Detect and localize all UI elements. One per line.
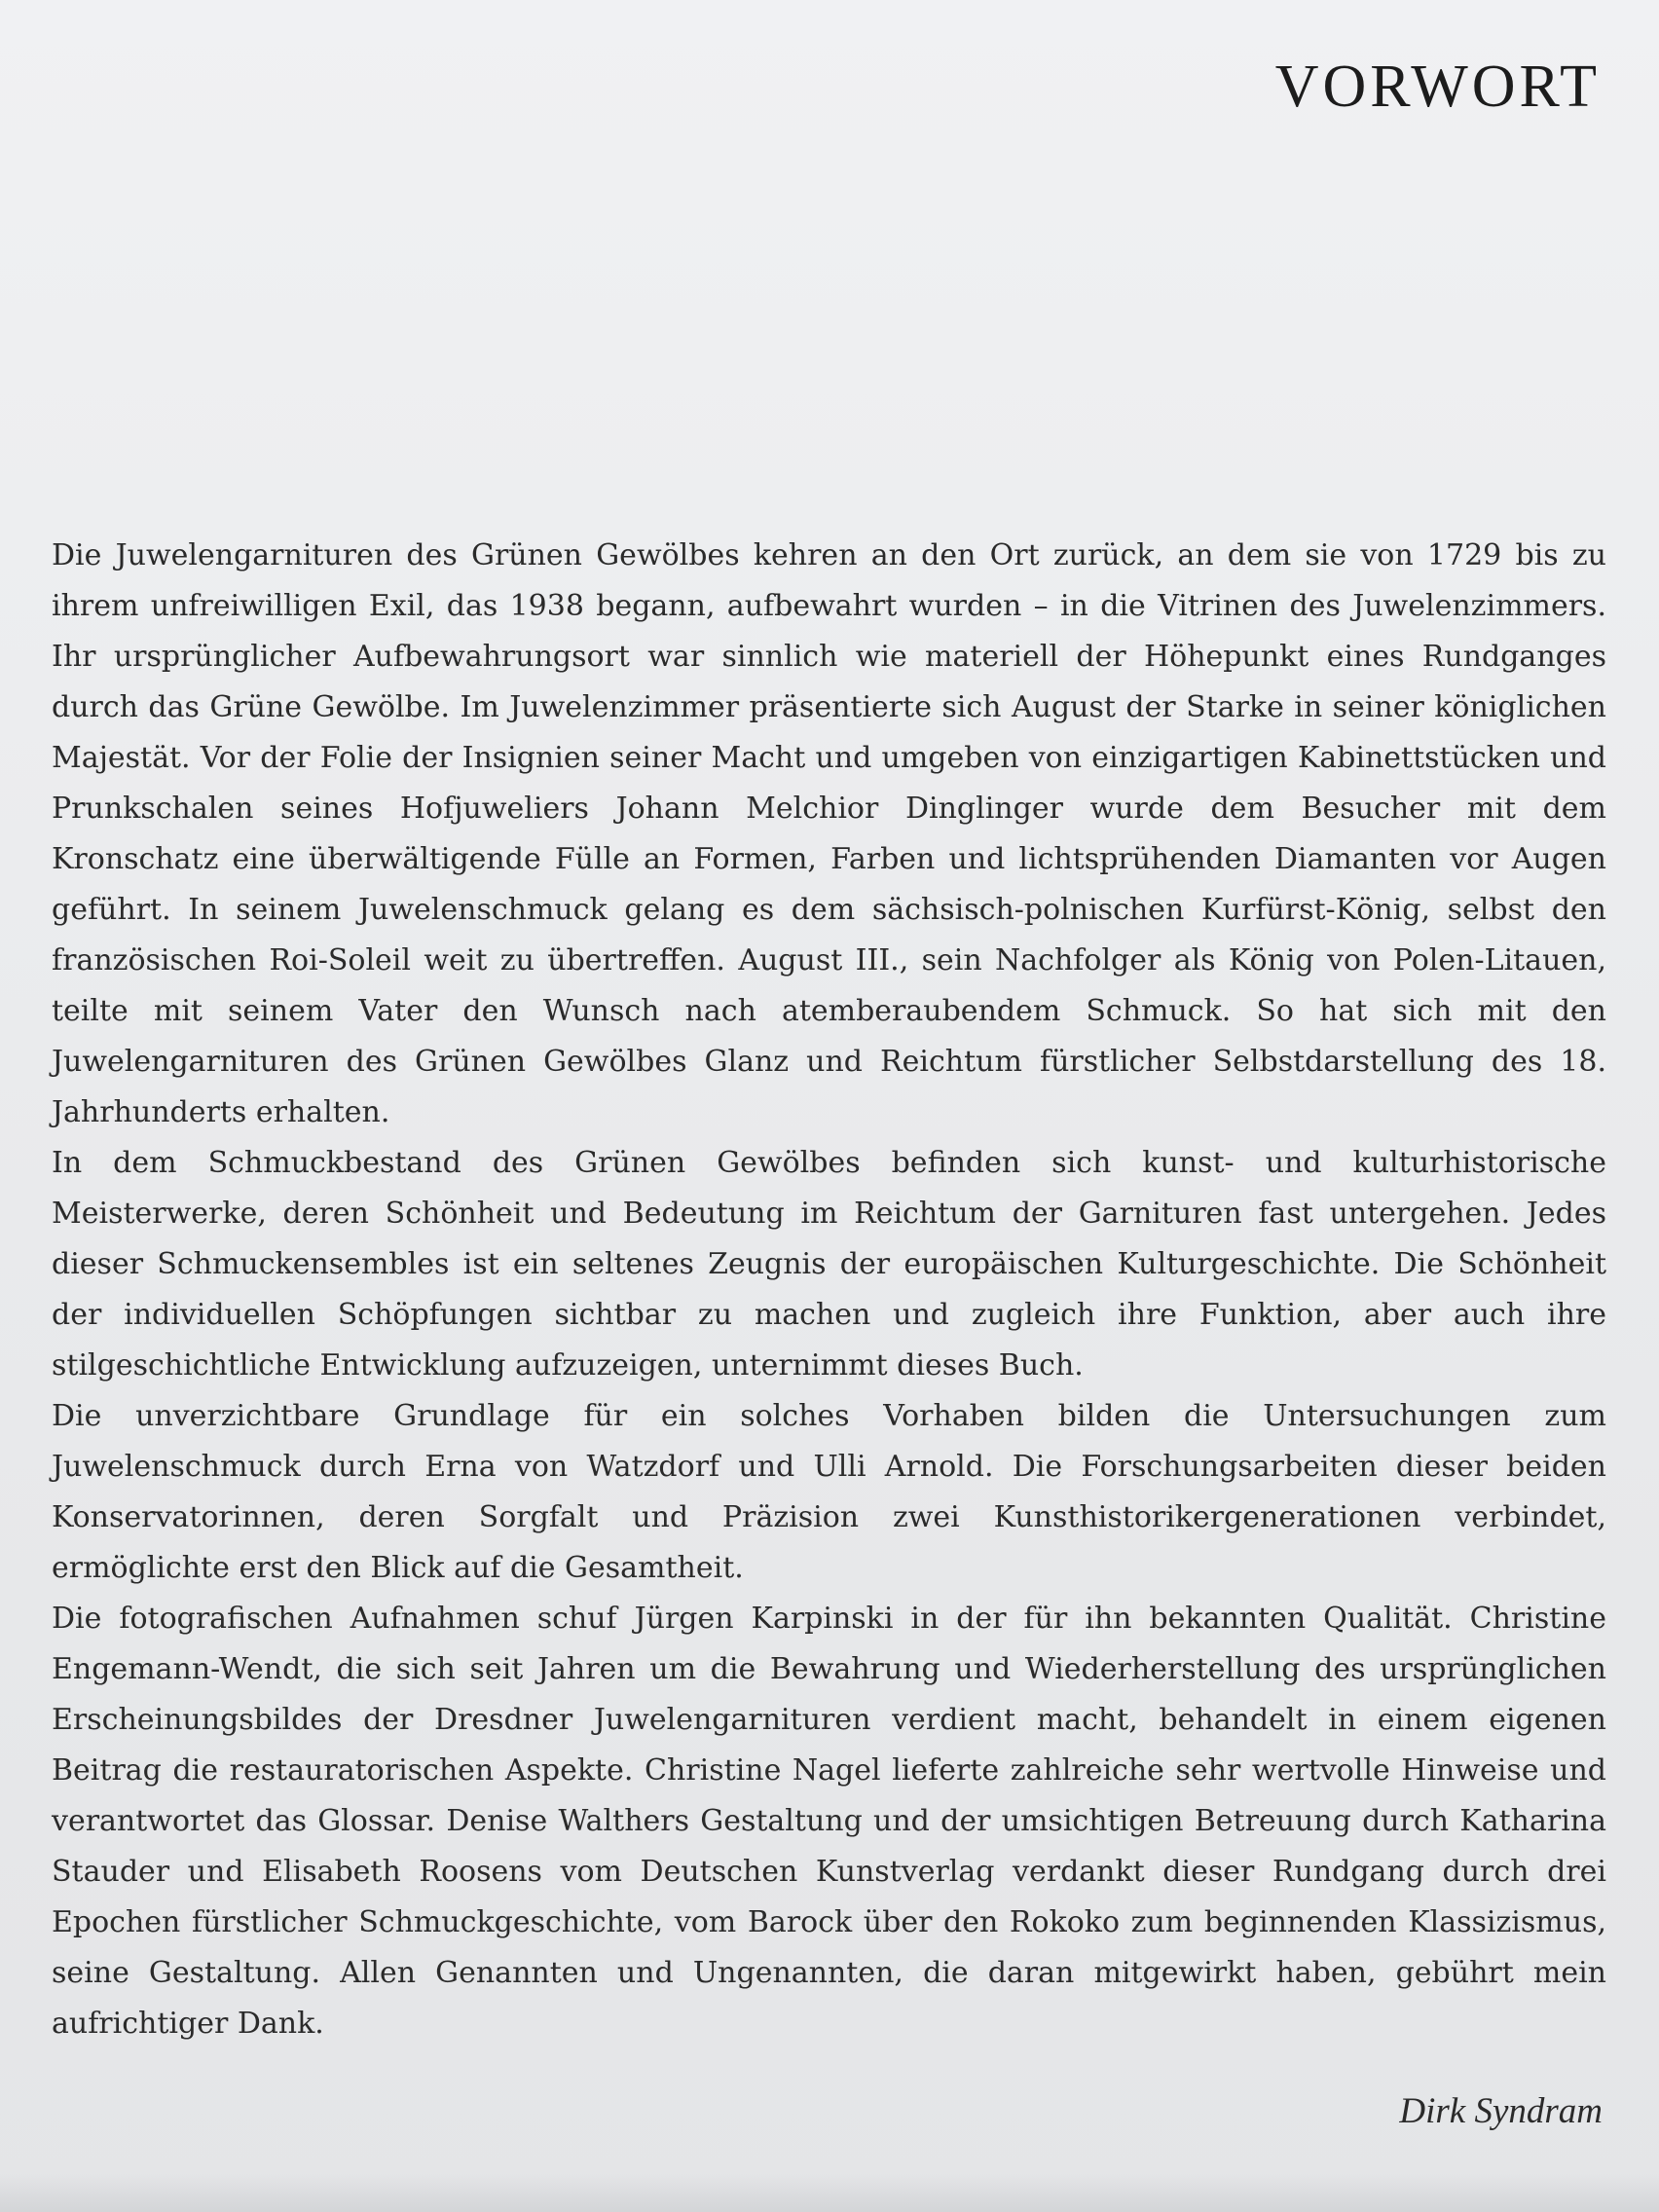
paragraph: Die unverzichtbare Grundlage für ein solches Vorhaben bilden die Untersuchungen zum Juwelenschmuck durch Erna von Watzdorf und Ulli Arnold. Die Forschungsarbeiten dieser beiden Konservatorinnen, deren Sorgfalt und Präzision zwei Kunsthistorikergenerationen verbindet, ermöglichte erst den Blick auf die Gesamtheit. — [52, 1399, 1606, 1585]
author-signature: Dirk Syndram — [1399, 2091, 1603, 2131]
page-bottom-shadow — [0, 2173, 1659, 2212]
paragraph: Die fotografischen Aufnahmen schuf Jürgen Karpinski in der für ihn bekannten Qualität. Christine Engemann-Wendt, die sich seit Jahren um die Bewahrung und Wiederherstellung des ursprünglichen Erscheinungsbildes der Dresdner Juwelengarnituren verdient macht, behandelt in einem eigenen Beitrag die restauratorischen Aspekte. Christine Nagel lieferte zahlreiche sehr wertvolle Hinweise und verantwortet das Glossar. Denise Walthers Gestaltung und der umsichtigen Betreuung durch Katharina Stauder und Elisabeth Roosens vom Deutschen Kunstverlag verdankt dieser Rundgang durch drei Epochen fürstlicher Schmuckgeschichte, vom Barock über den Rokoko zum beginnenden Klassizismus, seine Gestaltung. Allen Genannten und Ungenannten, die daran mitgewirkt haben, gebührt mein aufrichtiger Dank. — [52, 1602, 1606, 2041]
body-text — [52, 531, 1606, 2049]
paragraph: Die Juwelengarnituren des Grünen Gewölbes kehren an den Ort zurück, an dem sie von 1729 bis zu ihrem unfreiwilligen Exil, das 1938 begann, aufbewahrt wurden – in die Vitrinen des Juwelenzimmers. Ihr ursprünglicher Aufbewahrungsort war sinnlich wie materiell der Höhepunkt eines Rundganges durch das Grüne Gewölbe. Im Juwelenzimmer präsentierte sich August der Starke in seiner königlichen Majestät. Vor der Folie der Insignien seiner Macht und umgeben von einzigartigen Kabinettstücken und Prunkschalen seines Hofjuweliers Johann Melchior Dinglinger wurde dem Besucher mit dem Kronschatz eine überwältigende Fülle an Formen, Farben und lichtsprühenden Diamanten vor Augen geführt. In seinem Juwelenschmuck gelang es dem sächsisch-polnischen Kurfürst-König, selbst den französischen Roi-Soleil weit zu übertreffen. August III., sein Nachfolger als König von Polen-Litauen, teilte mit seinem Vater den Wunsch nach atemberaubendem Schmuck. So hat sich mit den Juwelengarnituren des Grünen Gewölbes Glanz und Reichtum fürstlicher Selbstdarstellung des 18. Jahrhunderts erhalten. — [52, 538, 1606, 1129]
paragraph: In dem Schmuckbestand des Grünen Gewölbes befinden sich kunst- und kulturhistorische Meisterwerke, deren Schönheit und Bedeutung im Reichtum der Garnituren fast untergehen. Jedes dieser Schmuckensembles ist ein seltenes Zeugnis der europäischen Kulturgeschichte. Die Schönheit der individuellen Schöpfungen sichtbar zu machen und zugleich ihre Funktion, aber auch ihre stilgeschichtliche Entwicklung aufzuzeigen, unternimmt dieses Buch. — [52, 1146, 1606, 1382]
page-title: VORWORT — [1274, 54, 1601, 120]
